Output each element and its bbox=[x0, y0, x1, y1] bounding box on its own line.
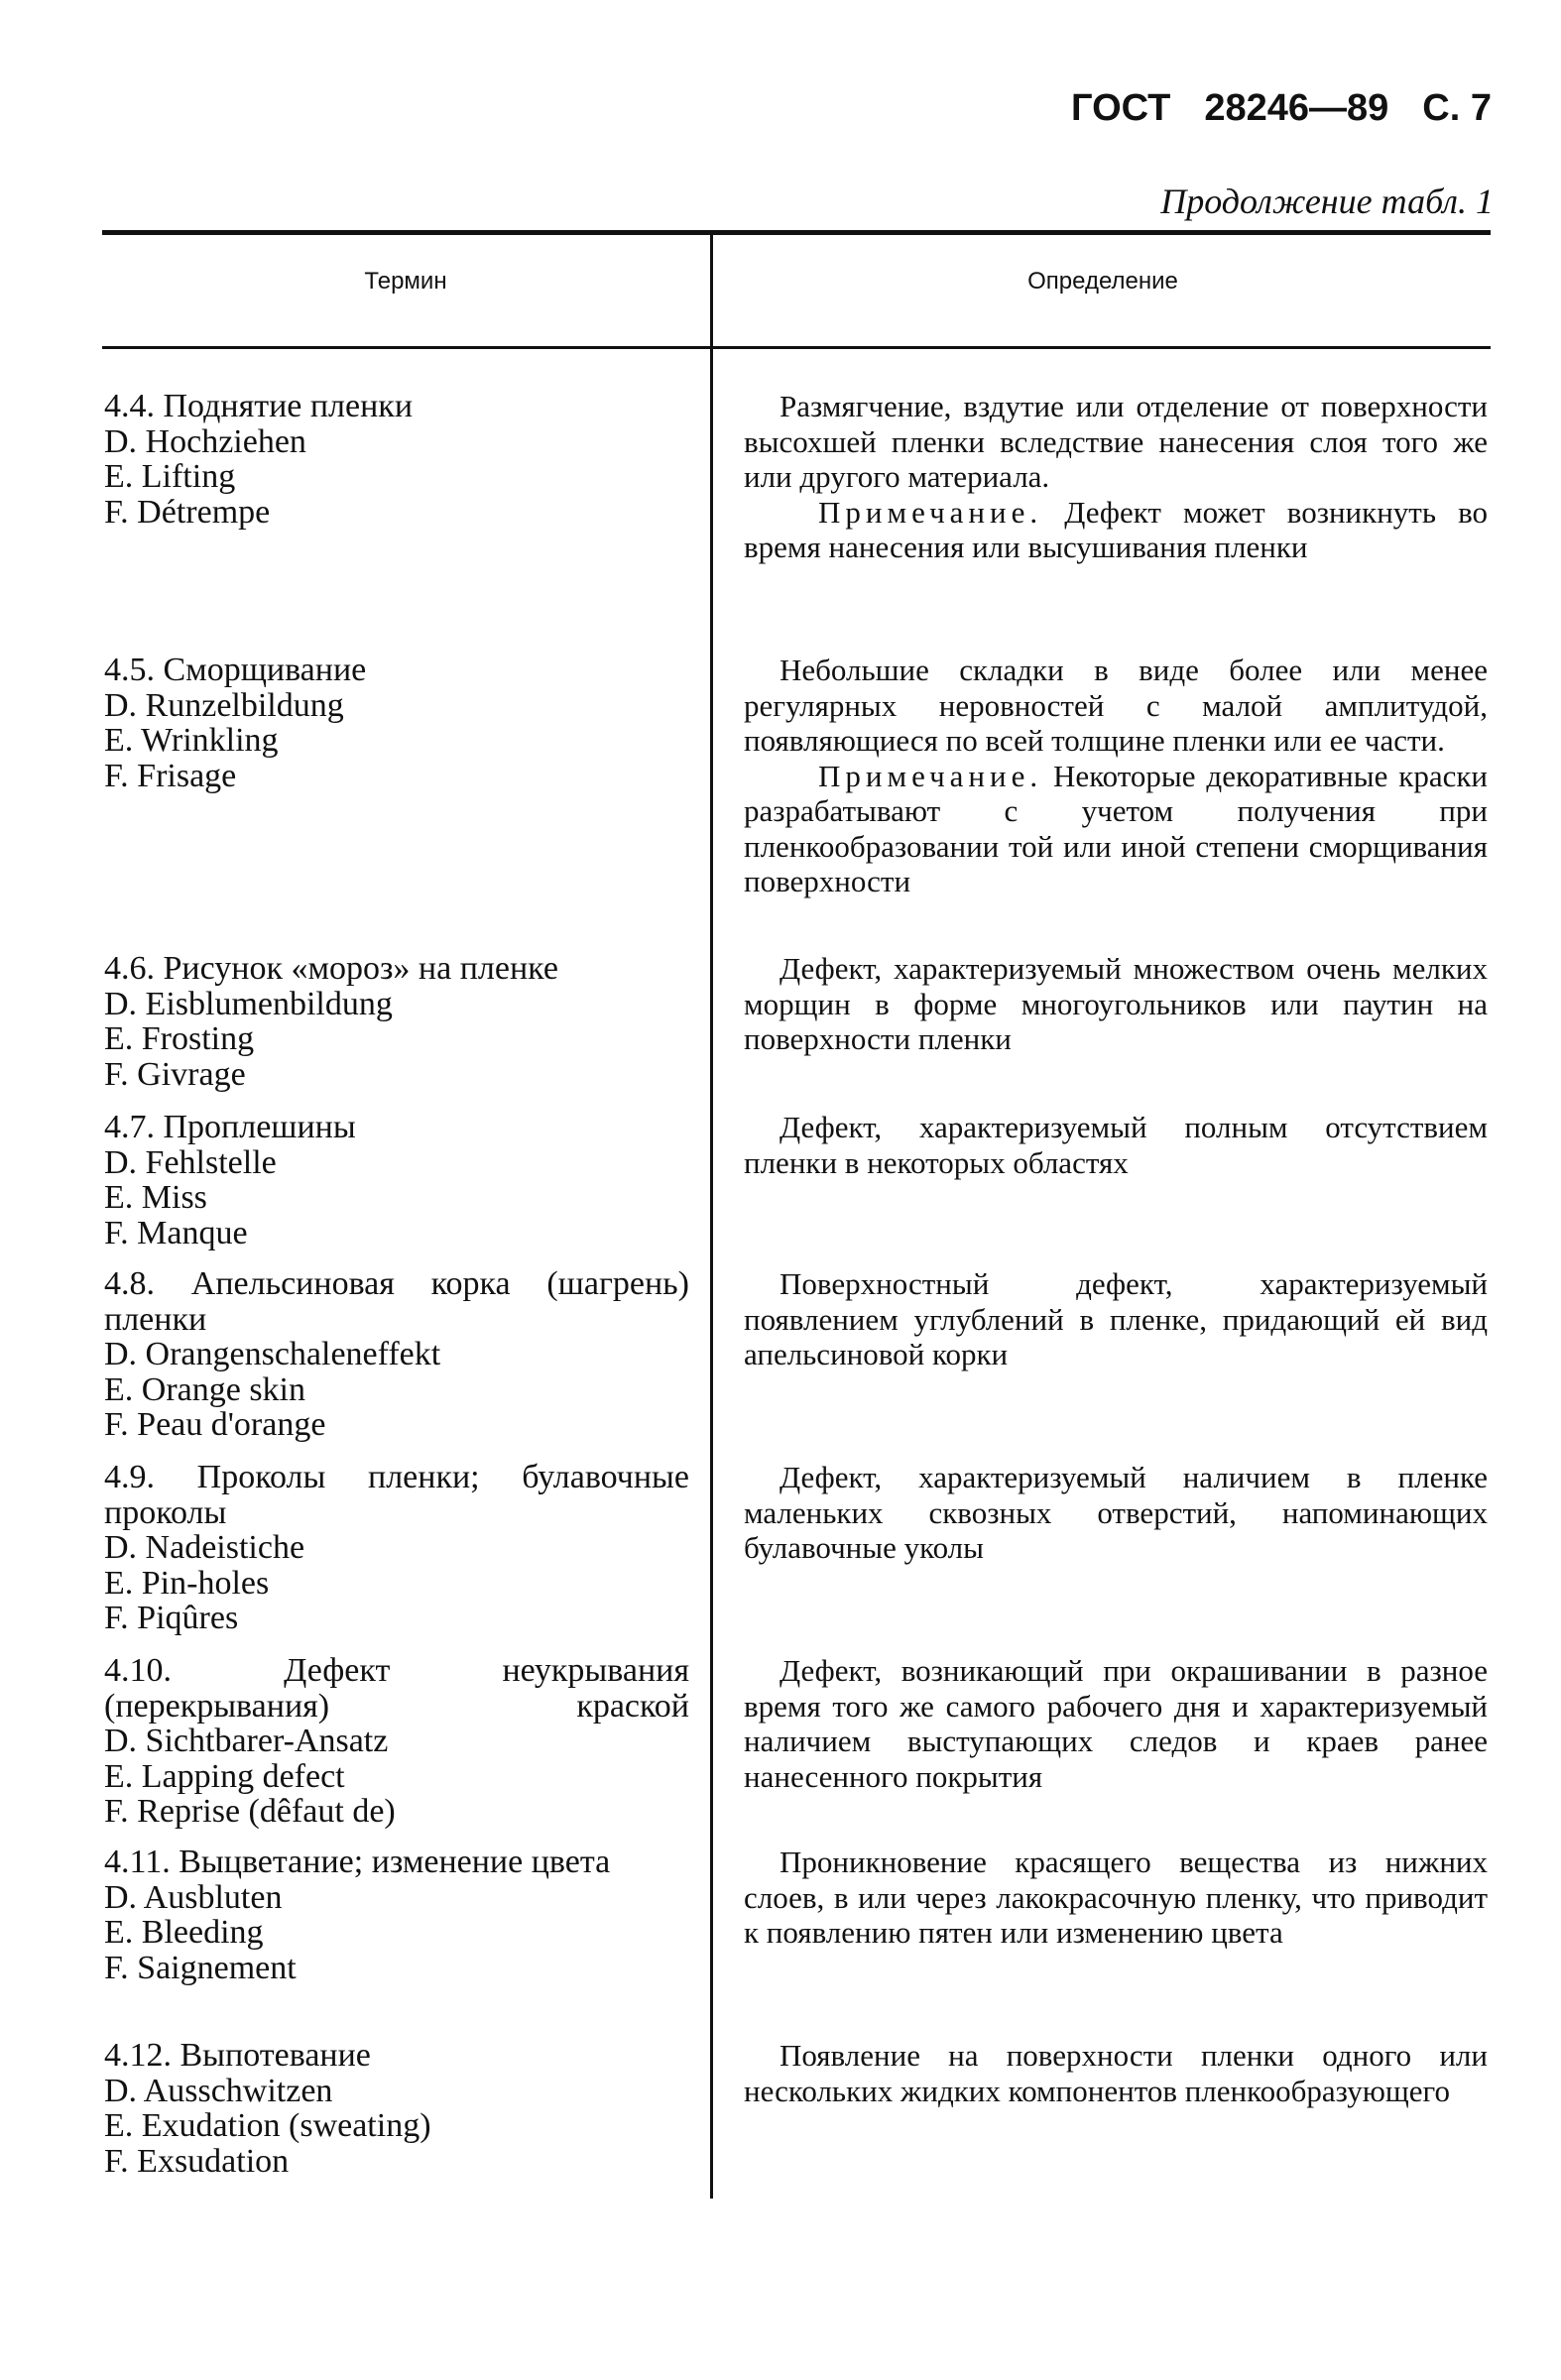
term-french: F. Exsudation bbox=[104, 2142, 290, 2180]
definition-cell bbox=[744, 2038, 1488, 2108]
column-divider bbox=[710, 235, 713, 2199]
header-bottom-rule bbox=[102, 346, 1491, 349]
term-french: F. Manque bbox=[104, 1214, 248, 1251]
term-english: E. Pin-holes bbox=[104, 1564, 270, 1602]
term-french: F. Piqûres bbox=[104, 1600, 239, 1636]
note-text: Дефект может возникнуть во время нанесения или высушивания пленки bbox=[744, 494, 1489, 564]
definition-cell bbox=[744, 1460, 1488, 1566]
standard-label: ГОСТ bbox=[1071, 87, 1171, 129]
term-name: 4.4. Поднятие пленки bbox=[104, 388, 414, 424]
term-german: D. Runzelbildung bbox=[104, 686, 344, 724]
page-number: С. 7 bbox=[1422, 87, 1492, 129]
note-text: Некоторые декоративные краски разрабатывают с учетом получения при пленкообразовании той или иной степени сморщивания поверхности bbox=[744, 758, 1488, 898]
term-name: 4.12. Выпотевание bbox=[104, 2037, 371, 2074]
definition-text: Небольшие складки в виде более или менее регулярных неровностей с малой амплитудой, появляющиеся по всей толщине пленки или ее части. bbox=[744, 653, 1488, 758]
term-german: D. Ausbluten bbox=[104, 1878, 283, 1916]
term-french: F. Reprise (dêfaut de) bbox=[104, 1793, 396, 1830]
term-name: 4.8. Апельсиновая корка (шагрень) пленки bbox=[104, 1265, 689, 1338]
term-german: D. Fehlstelle bbox=[104, 1143, 277, 1181]
definition-note bbox=[744, 495, 1488, 565]
table-top-rule bbox=[102, 230, 1491, 235]
term-french: F. Frisage bbox=[104, 757, 237, 794]
term-german: D. Hochziehen bbox=[104, 422, 306, 460]
definition-text: Проникновение красящего вещества из нижних слоев, в или через лакокрасочную пленку, что приводит к появлению пятен или изменению цвета bbox=[744, 1844, 1488, 1950]
term-cell bbox=[104, 389, 689, 530]
column-header-term: Термин bbox=[364, 268, 447, 295]
term-english: E. Lapping defect bbox=[104, 1757, 345, 1795]
definition-cell bbox=[744, 389, 1488, 565]
term-cell bbox=[104, 653, 689, 793]
definition-note bbox=[744, 759, 1488, 899]
definition-cell bbox=[744, 951, 1488, 1057]
term-name: 4.7. Проплешины bbox=[104, 1109, 356, 1145]
definition-text: Поверхностный дефект, характеризуемый появлением углублений в пленке, придающий ей вид апельсиновой корки bbox=[744, 1266, 1488, 1371]
definition-cell bbox=[744, 1110, 1488, 1180]
term-german: D. Orangenschaleneffekt bbox=[104, 1336, 441, 1372]
definition-text: Дефект, характеризуемый полным отсутствием пленки в некоторых областях bbox=[744, 1110, 1488, 1180]
definition-cell bbox=[744, 1266, 1488, 1372]
term-english: E. Lifting bbox=[104, 458, 236, 495]
definition-cell bbox=[744, 1844, 1488, 1951]
term-german: D. Eisblumenbildung bbox=[104, 985, 393, 1022]
term-cell bbox=[104, 951, 689, 1092]
definition-text: Дефект, характеризуемый множеством очень мелких морщин в форме многоугольников или паутин на поверхности пленки bbox=[744, 951, 1488, 1056]
definition-cell bbox=[744, 1653, 1488, 1794]
term-french: F. Peau d'orange bbox=[104, 1406, 326, 1443]
definition-text: Появление на поверхности пленки одного или нескольких жидких компонентов пленкообразующего bbox=[744, 2038, 1488, 2108]
table-continuation-label: Продолжение табл. 1 bbox=[1160, 181, 1494, 221]
term-french: F. Saignement bbox=[104, 1949, 297, 1986]
term-english: E. Miss bbox=[104, 1179, 207, 1216]
term-french: F. Givrage bbox=[104, 1055, 246, 1093]
term-english: E. Wrinkling bbox=[104, 722, 279, 759]
definition-cell bbox=[744, 653, 1488, 899]
term-name: 4.5. Сморщивание bbox=[104, 652, 367, 688]
term-cell bbox=[104, 1266, 689, 1443]
term-name: 4.10. Дефект неукрывания (перекрывания) краской bbox=[104, 1652, 689, 1725]
term-cell bbox=[104, 1653, 689, 1830]
term-english: E. Exudation (sweating) bbox=[104, 2107, 431, 2144]
term-name: 4.6. Рисунок «мороз» на пленке bbox=[104, 950, 558, 987]
term-english: E. Orange skin bbox=[104, 1370, 306, 1408]
term-name: 4.11. Выцветание; изменение цвета bbox=[104, 1844, 611, 1880]
term-english: E. Frosting bbox=[104, 1020, 255, 1057]
definition-text: Дефект, характеризуемый наличием в пленке маленьких сквозных отверстий, напоминающих булавочные уколы bbox=[744, 1460, 1488, 1565]
note-label: Примечание. bbox=[818, 494, 1043, 530]
definition-text: Размягчение, вздутие или отделение от поверхности высохшей пленки вследствие нанесения слоя того же или другого материала. bbox=[744, 389, 1488, 494]
definition-text: Дефект, возникающий при окрашивании в разное время того же самого рабочего дня и характеризуемый наличием выступающих следов и краев ранее нанесенного покрытия bbox=[744, 1653, 1488, 1794]
page-header bbox=[0, 87, 1492, 130]
term-german: D. Ausschwitzen bbox=[104, 2072, 333, 2109]
term-name: 4.9. Проколы пленки; булавочные проколы bbox=[104, 1459, 689, 1531]
term-french: F. Détrempe bbox=[104, 493, 271, 531]
standard-number: 28246—89 bbox=[1204, 87, 1389, 129]
column-header-definition: Определение bbox=[1027, 268, 1178, 295]
note-label: Примечание. bbox=[818, 758, 1043, 793]
term-cell bbox=[104, 1460, 689, 1636]
term-german: D. Nadeistiche bbox=[104, 1529, 305, 1566]
term-cell bbox=[104, 1844, 689, 1985]
term-cell bbox=[104, 2038, 689, 2179]
term-cell bbox=[104, 1110, 689, 1250]
term-english: E. Bleeding bbox=[104, 1914, 264, 1951]
term-german: D. Sichtbarer-Ansatz bbox=[104, 1723, 389, 1759]
